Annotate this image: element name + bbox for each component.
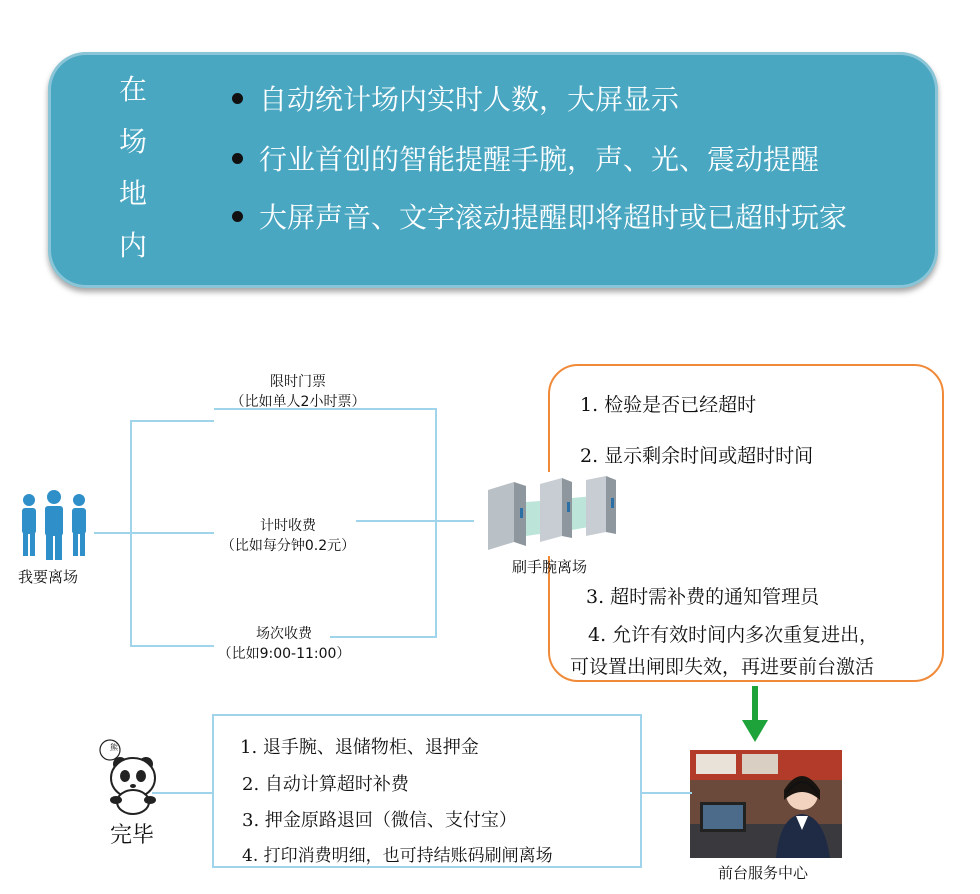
panel-bullet	[232, 138, 819, 178]
ticket-example: （比如每分钟0.2元）	[220, 538, 356, 554]
ticket-type-metered	[200, 516, 376, 556]
ticket-type-timed	[200, 372, 396, 412]
people-label: 我要离场	[18, 568, 79, 586]
done-label: 完毕	[110, 823, 155, 848]
panel-bullet-text: 自动统计场内实时人数，大屏显示	[259, 83, 680, 116]
exit-step: 3. 押金原路退回（微信、支付宝）	[242, 810, 517, 831]
bullet-dot-icon	[232, 93, 243, 104]
ticket-name: 场次收费	[256, 626, 312, 642]
exit-step: 2. 自动计算超时补费	[242, 774, 409, 795]
ticket-example: （比如9:00-11:00）	[217, 646, 351, 662]
check-step: 3. 超时需补费的通知管理员	[586, 586, 820, 608]
check-step: 1. 检验是否已经超时	[580, 394, 757, 416]
side-label-char: 地	[118, 177, 147, 210]
exit-step: 1. 退手腕、退储物柜、退押金	[240, 737, 479, 758]
turnstile-gate-icon	[474, 472, 624, 556]
ticket-name: 计时收费	[260, 518, 316, 534]
exit-step: 4. 打印消费明细，也可持结账码刷闸离场	[242, 846, 553, 866]
service-center-label: 前台服务中心	[718, 864, 809, 882]
bullet-dot-icon	[232, 211, 243, 222]
people-group-icon	[14, 490, 94, 560]
panel-bullet-text: 大屏声音、文字滚动提醒即将超时或已超时玩家	[259, 201, 848, 234]
connector-line	[94, 532, 132, 534]
panel-bullet	[232, 196, 847, 236]
side-label-char: 场	[118, 125, 147, 158]
bullet-dot-icon	[232, 153, 243, 164]
ticket-example: （比如单人2小时票）	[230, 394, 366, 410]
connector-line	[130, 420, 214, 422]
panel-bullet-text: 行业首创的智能提醒手腕，声、光、震动提醒	[259, 143, 820, 176]
gate-label: 刷手腕离场	[512, 558, 588, 576]
check-step: 2. 显示剩余时间或超时时间	[580, 445, 814, 467]
ticket-name: 限时门票	[270, 374, 326, 390]
ticket-type-session	[196, 624, 372, 664]
arrow-down-icon	[740, 686, 770, 744]
front-desk-photo	[690, 750, 842, 858]
side-label-char: 在	[118, 73, 147, 106]
panda-badge-text: 熊	[110, 743, 118, 752]
check-step: 可设置出闸即失效，再进要前台激活	[570, 656, 875, 678]
connector-line	[642, 792, 692, 794]
connector-line	[435, 408, 437, 638]
side-label-char: 内	[118, 229, 147, 262]
check-step: 4. 允许有效时间内多次重复进出，	[588, 624, 879, 646]
panel-bullet	[232, 78, 679, 118]
